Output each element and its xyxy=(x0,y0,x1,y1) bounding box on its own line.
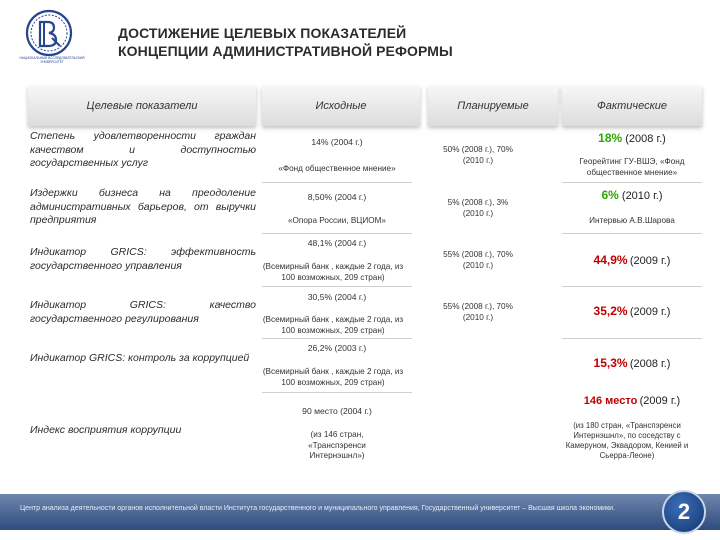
header-planned: Планируемые xyxy=(428,86,558,126)
row-4-planned: 55% (2008 г.), 70% (2010 г.) xyxy=(443,302,513,322)
row-3-baseline-value: 48,1% (2004 г.) xyxy=(307,238,367,248)
divider xyxy=(562,233,702,234)
title-line-1: ДОСТИЖЕНИЕ ЦЕЛЕВЫХ ПОКАЗАТЕЛЕЙ xyxy=(118,25,407,41)
divider xyxy=(562,338,702,339)
divider xyxy=(262,233,412,234)
row-6-indicator: Индекс восприятия коррупции xyxy=(30,424,182,436)
row-2-baseline-value: 8,50% (2004 г.) xyxy=(307,192,367,202)
header-baseline: Исходные xyxy=(262,86,420,126)
row-6-baseline-source: (из 146 стран, «Транспэренси Интернэшнл») xyxy=(308,430,366,460)
row-1-actual-note: Георейтинг ГУ-ВШЭ, «Фонд общественное мнение» xyxy=(579,157,685,177)
row-5-actual xyxy=(562,358,702,371)
divider xyxy=(262,338,412,339)
divider xyxy=(262,286,412,287)
row-5-indicator: Индикатор GRICS: контроль за коррупцией xyxy=(30,352,250,364)
row-4-actual xyxy=(562,306,702,319)
row-6-actual-year: (2009 г.) xyxy=(639,395,681,407)
title-line-2: КОНЦЕПЦИИ АДМИНИСТРАТИВНОЙ РЕФОРМЫ xyxy=(118,43,453,59)
divider xyxy=(262,392,412,393)
row-5-baseline-source: (Всемирный банк , каждые 2 года, из 100 возможных, 209 стран) xyxy=(262,367,404,387)
row-1-baseline-source: «Фонд общественное мнение» xyxy=(278,164,396,173)
footer-text: Центр анализа деятельности органов исполнительной власти Института государственного и муниципального управления, Государственный университет – Высшая школа экономики. xyxy=(20,505,615,512)
divider xyxy=(262,182,412,183)
divider xyxy=(562,182,702,183)
header-actual: Фактические xyxy=(562,86,702,126)
row-1-actual-year: (2008 г.) xyxy=(625,133,666,145)
row-2-indicator: Издержки бизнеса на преодоление административных барьеров, от выручки предприятия xyxy=(30,187,256,226)
row-4-actual-value: 35,2% xyxy=(593,304,628,318)
row-2-actual-value: 6% xyxy=(601,188,619,202)
row-5-actual-value: 15,3% xyxy=(593,356,628,370)
row-2-planned: 5% (2008 г.), 3% (2010 г.) xyxy=(447,198,509,218)
divider xyxy=(562,286,702,287)
row-5-actual-year: (2008 г.) xyxy=(629,358,671,370)
row-3-actual xyxy=(562,255,702,268)
row-4-baseline-source: (Всемирный банк , каждые 2 года, из 100 возможных, 209 стран) xyxy=(262,315,404,335)
row-1-actual-value: 18% xyxy=(598,131,623,145)
row-3-indicator: Индикатор GRICS: эффективность государственного управления xyxy=(30,246,256,272)
row-6-baseline-value: 90 место (2004 г.) xyxy=(302,406,372,416)
header-indicators: Целевые показатели xyxy=(28,86,256,126)
row-4-actual-year: (2009 г.) xyxy=(629,306,671,318)
row-2-actual xyxy=(562,190,702,202)
row-4-baseline-value: 30,5% (2004 г.) xyxy=(307,292,367,302)
row-6-actual-value: 146 место xyxy=(583,395,638,407)
row-5-baseline-value: 26,2% (2003 г.) xyxy=(307,343,367,353)
row-2-actual-year: (2010 г.) xyxy=(621,190,663,202)
row-3-actual-year: (2009 г.) xyxy=(629,255,671,267)
row-3-actual-value: 44,9% xyxy=(593,253,628,267)
row-3-baseline-source: (Всемирный банк , каждые 2 года, из 100 возможных, 209 стран) xyxy=(262,262,404,282)
row-2-actual-note: Интервью А.В.Шарова xyxy=(589,216,675,225)
slide-title xyxy=(118,24,618,60)
row-6-actual xyxy=(562,396,702,408)
page-number-badge: 2 xyxy=(662,490,706,534)
row-1-planned: 50% (2008 г.), 70% (2010 г.) xyxy=(443,145,513,165)
row-4-indicator: Индикатор GRICS: качество государственного регулирования xyxy=(30,299,256,325)
footer-bar xyxy=(0,494,720,530)
logo-caption: НАЦИОНАЛЬНЫЙ ИССЛЕДОВАТЕЛЬСКИЙ УНИВЕРСИТЕТ xyxy=(19,56,85,64)
row-3-planned: 55% (2008 г.), 70% (2010 г.) xyxy=(443,250,513,270)
row-2-baseline-source: «Опора России, ВЦИОМ» xyxy=(288,216,386,225)
row-1-indicator: Степень удовлетворенности граждан качеством и доступностью государственных услуг xyxy=(30,130,256,169)
row-1-actual xyxy=(562,133,702,145)
row-6-actual-note: (из 180 стран, «Транспэренси Интернэшнл», по соседству с Камеруном, Эквадором, Кенией и Сьерра-Леоне) xyxy=(565,421,689,460)
row-1-baseline-value: 14% (2004 г.) xyxy=(311,137,363,147)
